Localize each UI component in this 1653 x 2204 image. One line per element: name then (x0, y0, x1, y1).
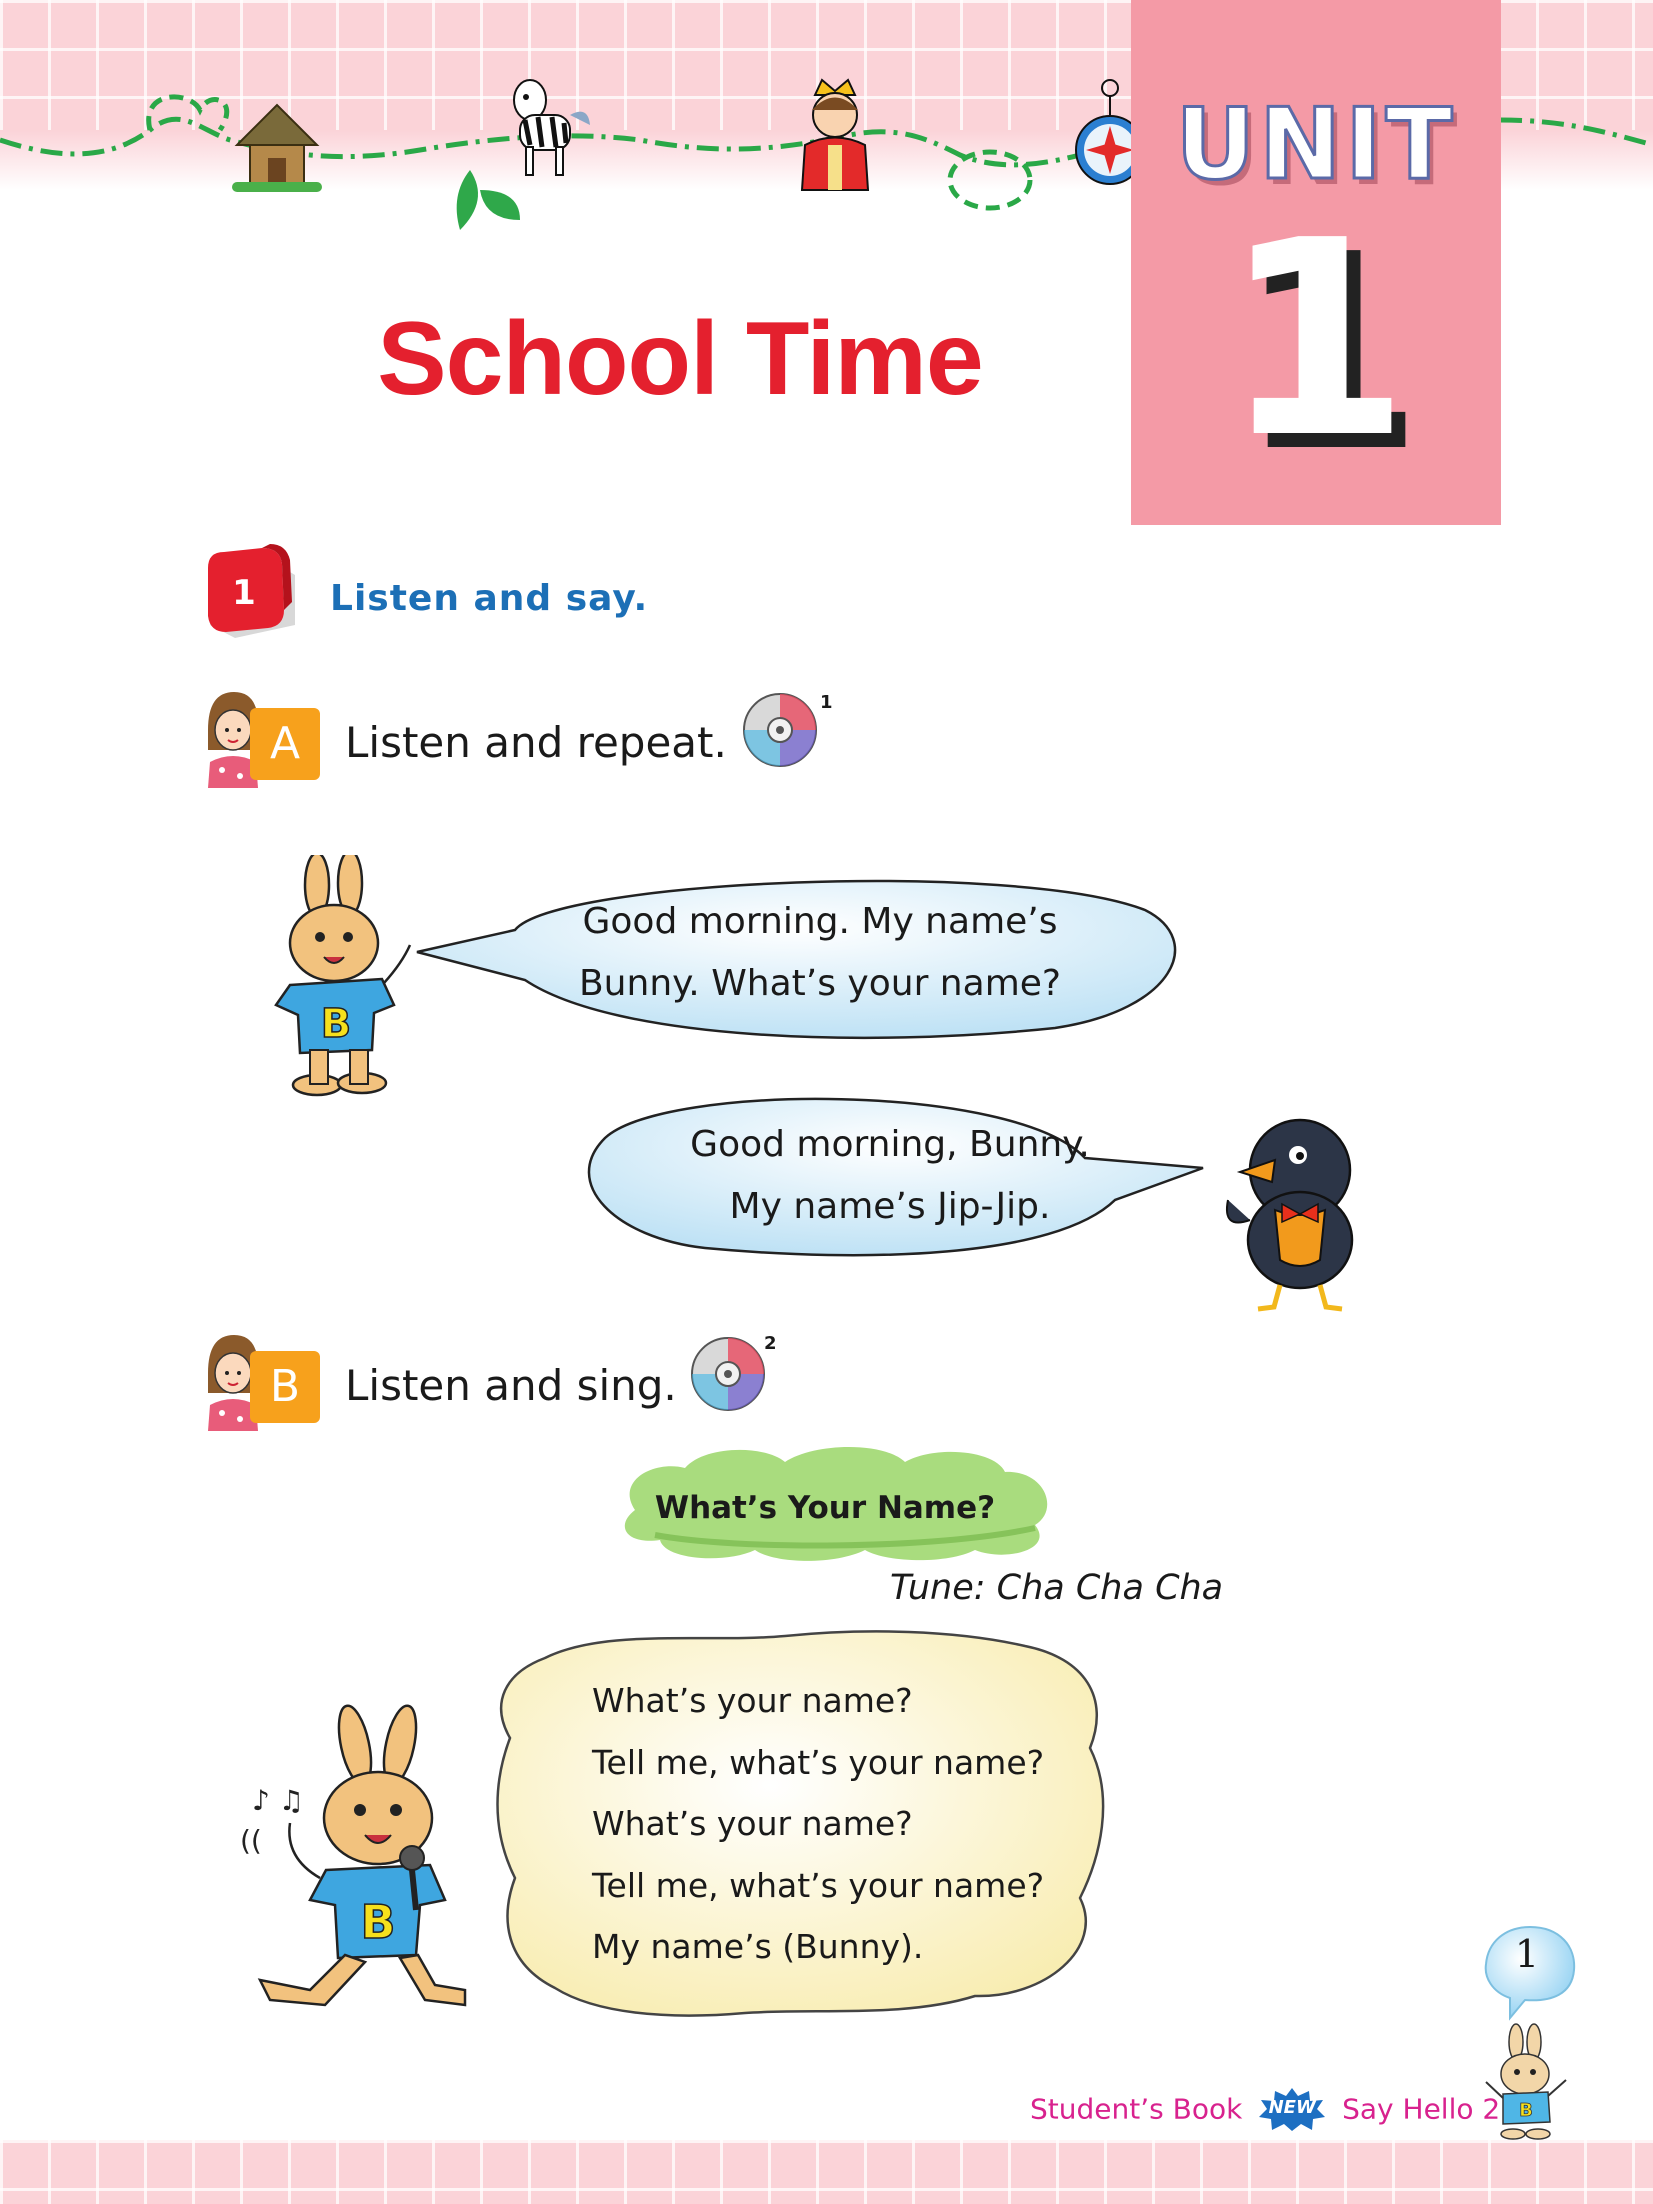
hut-icon (232, 100, 322, 195)
song-lyrics (592, 1670, 1092, 1978)
section-number-cube (200, 540, 300, 640)
svg-text:B: B (1519, 2100, 1533, 2121)
svg-text:((: (( (240, 1824, 262, 1857)
lyric-line: Tell me, what’s your name? (592, 1742, 1045, 1782)
audio-cd-icon[interactable] (688, 1332, 768, 1412)
lyric-line: What’s your name? (592, 1681, 913, 1720)
bunny-speech-line: Bunny. What’s your name? (578, 963, 1062, 1004)
bottom-grid-band (0, 2140, 1653, 2204)
bird-speech-line: Good morning, Bunny. (690, 1124, 1090, 1165)
track-number-b: 2 (764, 1333, 777, 1354)
page-title: School Time (377, 301, 983, 417)
part-a-letter: A (250, 708, 320, 780)
section-number: 1 (232, 573, 256, 613)
lyric-line: Tell me, what’s your name? (592, 1865, 1045, 1905)
section-instruction: Listen and say. (330, 578, 649, 619)
svg-text:♪ ♫: ♪ ♫ (252, 1784, 304, 1817)
bunny-speech-line: Good morning. My name’s (582, 901, 1058, 942)
unit-number: 1 (1222, 182, 1410, 497)
footer-book-label: Student’s Book (1030, 2092, 1243, 2126)
svg-text:B: B (360, 1895, 396, 1949)
part-b-letter: B (250, 1351, 320, 1423)
unit-block (1131, 0, 1501, 525)
new-badge (1257, 2086, 1327, 2132)
bunny-speech (560, 891, 1080, 1015)
footer-book-line (1030, 2086, 1500, 2132)
part-b-heading (200, 1333, 900, 1443)
unit-word: UNIT (1175, 88, 1457, 202)
svg-text:B: B (320, 1001, 352, 1047)
lyric-line: My name’s (Bunny). (592, 1927, 924, 1966)
part-b-instruction: Listen and sing. (345, 1361, 677, 1410)
bird-icon (1220, 1100, 1370, 1315)
track-number-a: 1 (820, 692, 833, 713)
footer-series-label: Say Hello 2 (1342, 2092, 1501, 2126)
bird-speech-line: My name’s Jip-Jip. (729, 1186, 1051, 1227)
zebra-icon (500, 75, 595, 185)
singing-bunny-icon (240, 1700, 480, 2020)
bunny-icon (262, 855, 417, 1105)
lyric-line: What’s your name? (592, 1804, 913, 1843)
prince-icon (790, 75, 880, 195)
song-title: What’s Your Name? (654, 1490, 996, 1526)
page-number: 1 (1514, 1932, 1540, 1976)
audio-cd-icon[interactable] (740, 688, 820, 768)
part-a-instruction: Listen and repeat. (345, 718, 727, 767)
new-badge-label: NEW (1268, 2097, 1316, 2118)
bird-speech (650, 1114, 1130, 1238)
song-tune: Tune: Cha Cha Cha (890, 1568, 1224, 1608)
